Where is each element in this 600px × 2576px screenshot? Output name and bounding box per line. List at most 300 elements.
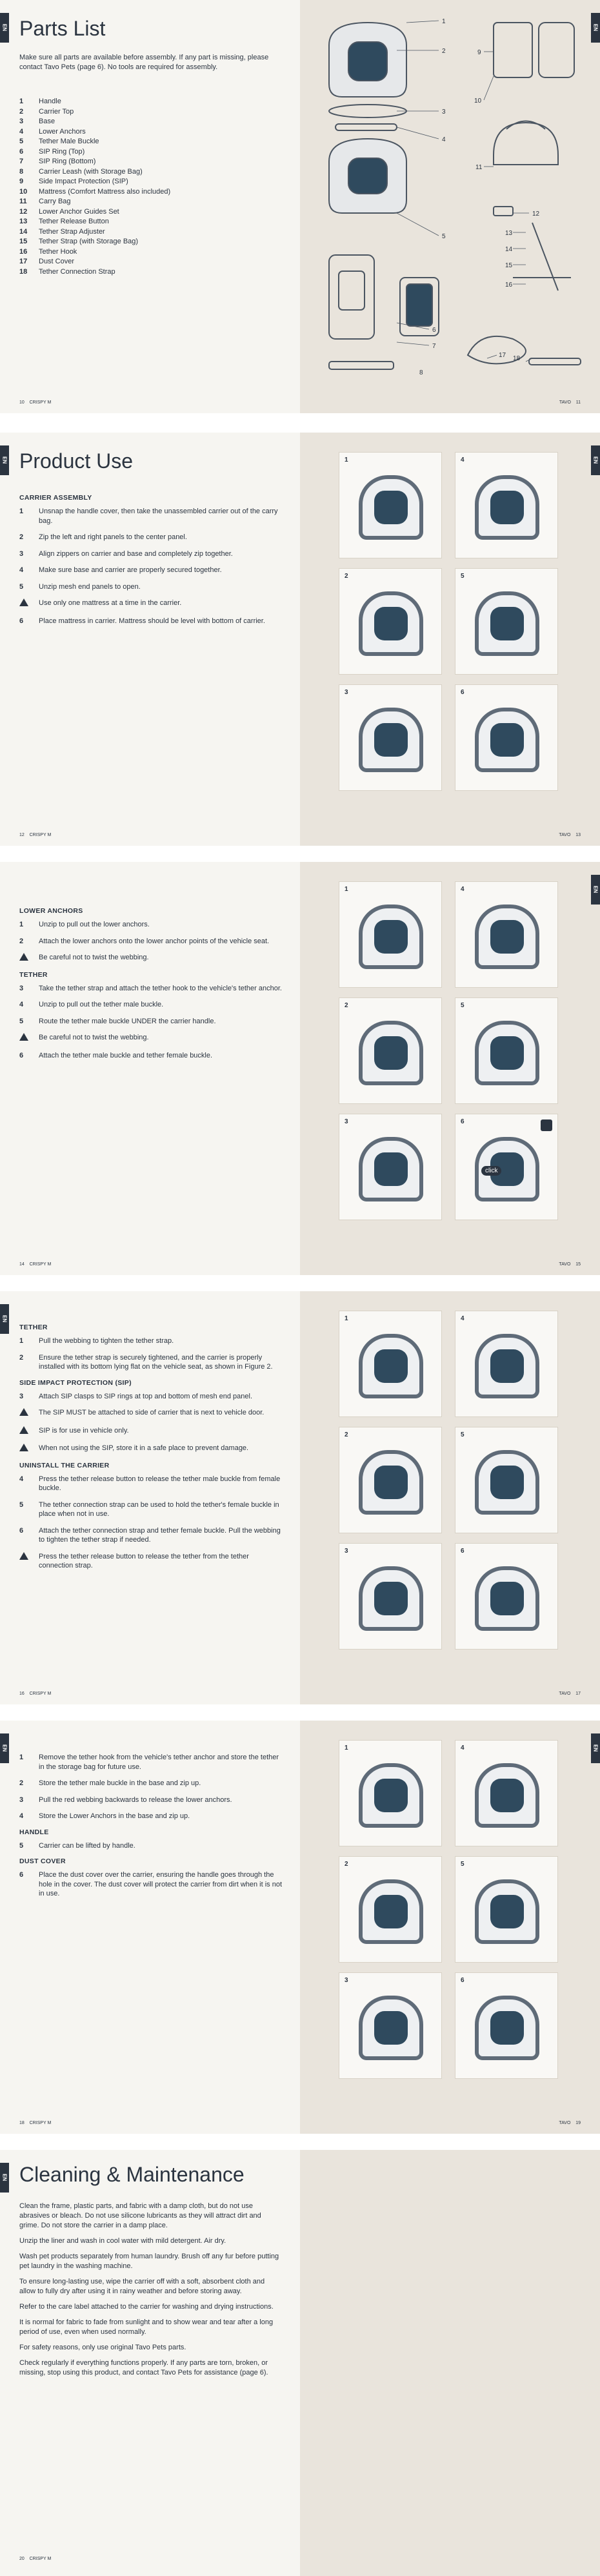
instruction-step bbox=[19, 1552, 284, 1571]
instruction-step bbox=[19, 1795, 284, 1805]
part-number: 12 bbox=[19, 207, 28, 216]
section-heading: LOWER ANCHORS bbox=[19, 907, 83, 915]
left-column bbox=[0, 862, 300, 1275]
footer-brand-right: TAVO bbox=[559, 2121, 571, 2125]
page-number: 14 bbox=[19, 1262, 25, 1267]
page-number: 10 bbox=[19, 400, 25, 405]
section-heading: UNINSTALL THE CARRIER bbox=[19, 1461, 110, 1469]
section-heading: DUST COVER bbox=[19, 1857, 66, 1865]
parts-list-item bbox=[19, 177, 284, 187]
step-number: 1 bbox=[19, 507, 24, 515]
instruction-step bbox=[19, 1526, 284, 1545]
language-tab: EN bbox=[0, 2163, 9, 2193]
step-text: Remove the tether hook from the vehicle's tether anchor and store the tether in the storage bag for future use. bbox=[39, 1753, 279, 1771]
part-label: Side Impact Protection (SIP) bbox=[39, 178, 128, 185]
part-number: 9 bbox=[19, 178, 24, 185]
step-number: 5 bbox=[19, 582, 24, 591]
page-cleaning bbox=[0, 2150, 600, 2576]
maintenance-text bbox=[19, 2202, 281, 2384]
illustration-panel bbox=[455, 452, 558, 558]
mesh-panel bbox=[374, 491, 408, 524]
carrier-illustration bbox=[475, 708, 539, 772]
step-text: The tether connection strap can be used to hold the tether's female buckle in place when not in use. bbox=[39, 1500, 279, 1518]
panel-number: 4 bbox=[461, 456, 465, 464]
illustration-panel bbox=[339, 1740, 442, 1846]
carrier-illustration bbox=[359, 1566, 423, 1631]
panel-number: 1 bbox=[345, 1744, 348, 1752]
step-text: Store the tether male buckle in the base and zip up. bbox=[39, 1779, 201, 1787]
mesh-panel bbox=[374, 1466, 408, 1499]
mesh-panel bbox=[490, 1779, 524, 1812]
footer-brand-right: TAVO bbox=[559, 1692, 571, 1696]
carrier-illustration bbox=[359, 475, 423, 540]
step-text: Attach the tether male buckle and tether female buckle. bbox=[39, 1051, 213, 1059]
step-number: 5 bbox=[19, 1841, 24, 1850]
instruction-step bbox=[19, 1336, 284, 1346]
step-text: SIP is for use in vehicle only. bbox=[39, 1426, 129, 1435]
callout-17: 17 bbox=[499, 352, 506, 359]
illustration-panel bbox=[339, 1972, 442, 2079]
carrier-illustration bbox=[475, 591, 539, 656]
callout-16: 16 bbox=[505, 281, 513, 289]
part-label: Tether Hook bbox=[39, 247, 77, 256]
language-tab: EN bbox=[0, 1304, 9, 1334]
step-text: Unzip mesh end panels to open. bbox=[39, 582, 141, 591]
footer-left bbox=[19, 1262, 51, 1267]
step-number: 3 bbox=[19, 1392, 24, 1400]
mesh-panel bbox=[490, 491, 524, 524]
language-tab: EN bbox=[0, 1733, 9, 1763]
part-number: 4 bbox=[19, 127, 24, 136]
footer-right bbox=[559, 1262, 581, 1267]
step-text: Pull the red webbing backwards to release the lower anchors. bbox=[39, 1795, 232, 1804]
panel-number: 5 bbox=[461, 1861, 465, 1868]
instruction-step bbox=[19, 1779, 284, 1788]
instruction-step bbox=[19, 598, 284, 609]
step-number: 2 bbox=[19, 1353, 24, 1362]
mesh-panel bbox=[374, 1582, 408, 1615]
step-number: 6 bbox=[19, 1051, 24, 1059]
language-tab: EN bbox=[591, 875, 600, 905]
page-number: 16 bbox=[19, 1692, 25, 1696]
callout-1: 1 bbox=[442, 18, 446, 25]
footer-brand: CRISPY M bbox=[29, 1692, 52, 1696]
panel-number: 5 bbox=[461, 1431, 465, 1438]
footer-right bbox=[559, 833, 581, 837]
illustration-panel bbox=[455, 1311, 558, 1417]
parts-list-item bbox=[19, 257, 284, 267]
instruction-step bbox=[19, 1392, 284, 1402]
part-label: Carrier Leash (with Storage Bag) bbox=[39, 167, 143, 176]
parts-list bbox=[19, 97, 284, 277]
step-number: 1 bbox=[19, 1337, 24, 1345]
part-number: 1 bbox=[19, 97, 24, 105]
instruction-step bbox=[19, 1051, 284, 1061]
mesh-panel bbox=[490, 1895, 524, 1928]
parts-list-item bbox=[19, 127, 284, 138]
step-text: Press the tether release button to release the tether from the tether connection strap. bbox=[39, 1552, 249, 1569]
part-number: 8 bbox=[19, 167, 24, 176]
maintenance-paragraph: Refer to the care label attached to the carrier for washing and drying instructions. bbox=[19, 2303, 274, 2311]
footer-brand-right: TAVO bbox=[559, 400, 571, 405]
step-text: Unzip to pull out the lower anchors. bbox=[39, 921, 150, 928]
section-heading: TETHER bbox=[19, 970, 48, 979]
callout-11: 11 bbox=[475, 164, 483, 171]
left-column bbox=[0, 0, 300, 413]
panel-number: 2 bbox=[345, 573, 348, 580]
parts-list-item bbox=[19, 167, 284, 178]
page-lower-anchors bbox=[0, 862, 600, 1275]
part-number: 16 bbox=[19, 247, 28, 256]
page-product-use bbox=[0, 433, 600, 846]
part-number: 13 bbox=[19, 218, 28, 225]
callout-4: 4 bbox=[442, 136, 446, 143]
callout-2: 2 bbox=[442, 48, 446, 55]
step-text: Use only one mattress at a time in the carrier. bbox=[39, 599, 182, 607]
illustration-panel bbox=[339, 1427, 442, 1533]
section-heading: TETHER bbox=[19, 1324, 48, 1331]
panel-number: 2 bbox=[345, 1431, 348, 1438]
illustration-panel bbox=[339, 881, 442, 988]
footer-right bbox=[559, 1692, 581, 1696]
step-text: Carrier can be lifted by handle. bbox=[39, 1841, 135, 1850]
footer-left bbox=[19, 2121, 51, 2125]
callout-15: 15 bbox=[505, 262, 513, 269]
parts-list-item bbox=[19, 97, 284, 107]
instruction-step bbox=[19, 1500, 284, 1519]
mesh-panel bbox=[490, 1466, 524, 1499]
step-list bbox=[19, 1336, 284, 1372]
page-title: Product Use bbox=[19, 449, 134, 473]
part-label: Lower Anchor Guides Set bbox=[39, 207, 119, 216]
instructions bbox=[19, 487, 284, 633]
footer-left bbox=[19, 400, 51, 405]
maintenance-paragraph: Wash pet products separately from human laundry. Brush off any fur before putting pet laundry in the washing machine. bbox=[19, 2253, 279, 2270]
carrier-illustration bbox=[359, 1021, 423, 1085]
step-number: 2 bbox=[19, 937, 24, 945]
panel-number: 3 bbox=[345, 1977, 348, 1984]
carrier-illustration bbox=[359, 1334, 423, 1398]
part-number: 2 bbox=[19, 107, 24, 116]
parts-list-item bbox=[19, 137, 284, 147]
carrier-illustration bbox=[475, 905, 539, 969]
click-label: click bbox=[481, 1166, 501, 1176]
part-number: 18 bbox=[19, 267, 28, 276]
panel-number: 6 bbox=[461, 1977, 465, 1984]
step-number: 2 bbox=[19, 533, 24, 541]
left-column bbox=[0, 1721, 300, 2134]
callout-12: 12 bbox=[532, 210, 540, 218]
step-text: Ensure the tether strap is securely tightened, and the carrier is properly installed with its bottom lying flat on the vehicle seat, as shown in Figure 2. bbox=[39, 1353, 273, 1371]
carrier-illustration bbox=[475, 1763, 539, 1828]
page-number: 15 bbox=[575, 1262, 581, 1267]
mesh-panel bbox=[374, 2011, 408, 2045]
warning-icon bbox=[19, 1408, 39, 1419]
step-number: 6 bbox=[19, 1871, 24, 1879]
mesh-panel bbox=[490, 1582, 524, 1615]
parts-list-item bbox=[19, 267, 284, 278]
parts-list-item bbox=[19, 157, 284, 167]
carrier-illustration bbox=[359, 1996, 423, 2060]
part-number: 15 bbox=[19, 238, 28, 245]
parts-list-item bbox=[19, 147, 284, 158]
carrier-illustration bbox=[359, 1879, 423, 1944]
part-label: Tether Male Buckle bbox=[39, 138, 99, 145]
footer-left bbox=[19, 1692, 51, 1696]
page-tether-sip bbox=[0, 1291, 600, 1704]
instructions bbox=[19, 1753, 284, 1906]
panel-number: 6 bbox=[461, 1548, 465, 1555]
step-list bbox=[19, 1392, 284, 1455]
instruction-step bbox=[19, 533, 284, 542]
mesh-panel bbox=[490, 2011, 524, 2045]
part-label: Tether Strap Adjuster bbox=[39, 227, 105, 236]
parts-list-item bbox=[19, 237, 284, 247]
step-list bbox=[19, 1753, 284, 1821]
left-column bbox=[0, 2150, 300, 2576]
callout-6: 6 bbox=[432, 327, 436, 334]
maintenance-paragraph: To ensure long-lasting use, wipe the carrier off with a soft, absorbent cloth and allow to fully dry after using it in rainy weather and before storing away. bbox=[19, 2278, 265, 2295]
carrier-illustration bbox=[475, 475, 539, 540]
step-list bbox=[19, 984, 284, 1061]
instruction-step bbox=[19, 937, 284, 946]
page-number: 20 bbox=[19, 2557, 25, 2561]
carrier-illustration bbox=[475, 1566, 539, 1631]
language-tab: EN bbox=[591, 13, 600, 43]
part-number: 11 bbox=[19, 198, 27, 205]
illustration-panel bbox=[339, 1114, 442, 1220]
instruction-step bbox=[19, 1017, 284, 1027]
page-number: 18 bbox=[19, 2121, 25, 2125]
page-number: 13 bbox=[575, 833, 581, 837]
part-label: Mattress (Comfort Mattress also included) bbox=[39, 187, 171, 196]
callout-9: 9 bbox=[477, 49, 481, 56]
parts-list-item bbox=[19, 217, 284, 227]
step-list bbox=[19, 1870, 284, 1899]
panel-number: 5 bbox=[461, 573, 465, 580]
illustration-panel bbox=[455, 1543, 558, 1650]
instruction-step bbox=[19, 1753, 284, 1772]
footer-brand-right: TAVO bbox=[559, 1262, 571, 1267]
step-number: 1 bbox=[19, 921, 24, 928]
section-heading: CARRIER ASSEMBLY bbox=[19, 494, 92, 502]
part-label: Carrier Top bbox=[39, 107, 74, 116]
step-number: 1 bbox=[19, 1753, 24, 1761]
step-number: 6 bbox=[19, 1526, 24, 1535]
panel-number: 6 bbox=[461, 689, 465, 696]
illustration-panel bbox=[455, 684, 558, 791]
illustration-panel bbox=[455, 1427, 558, 1533]
step-text: Pull the webbing to tighten the tether strap. bbox=[39, 1337, 174, 1345]
instruction-step bbox=[19, 1812, 284, 1821]
parts-list-item bbox=[19, 247, 284, 258]
step-number: 5 bbox=[19, 1500, 24, 1509]
instruction-step bbox=[19, 1000, 284, 1010]
right-column bbox=[300, 0, 600, 413]
step-text: Unsnap the handle cover, then take the unassembled carrier out of the carry bag. bbox=[39, 507, 278, 525]
right-column bbox=[300, 862, 600, 1275]
step-number: 3 bbox=[19, 549, 24, 558]
parts-list-item bbox=[19, 197, 284, 207]
footer-brand-right: TAVO bbox=[559, 833, 571, 837]
panel-number: 1 bbox=[345, 1315, 348, 1322]
left-column bbox=[0, 1291, 300, 1704]
footer-brand: CRISPY M bbox=[29, 2121, 52, 2125]
step-text: Attach the lower anchors onto the lower anchor points of the vehicle seat. bbox=[39, 937, 270, 945]
step-text: Place the dust cover over the carrier, ensuring the handle goes through the hole in the cover. The dust cover will protect the carrier from dirt when it is not in use. bbox=[39, 1871, 283, 1897]
step-number: 4 bbox=[19, 1812, 24, 1820]
carrier-illustration bbox=[359, 591, 423, 656]
language-tab: EN bbox=[591, 445, 600, 475]
illustration-panel bbox=[339, 1311, 442, 1417]
language-tab: EN bbox=[0, 445, 9, 475]
illustration-panel bbox=[455, 997, 558, 1104]
mesh-panel bbox=[490, 1036, 524, 1070]
part-label: Dust Cover bbox=[39, 258, 75, 265]
part-label: SIP Ring (Top) bbox=[39, 147, 85, 156]
warning-icon bbox=[19, 1552, 39, 1571]
mesh-panel bbox=[374, 1895, 408, 1928]
lock-icon bbox=[541, 1119, 552, 1131]
parts-list-item bbox=[19, 117, 284, 127]
part-label: SIP Ring (Bottom) bbox=[39, 158, 96, 165]
step-number: 4 bbox=[19, 1001, 24, 1008]
part-number: 5 bbox=[19, 138, 24, 145]
step-number: 4 bbox=[19, 1475, 24, 1483]
illustration-panel bbox=[339, 684, 442, 791]
footer-brand: CRISPY M bbox=[29, 2557, 52, 2561]
step-number: 5 bbox=[19, 1017, 24, 1025]
maintenance-paragraph: It is normal for fabric to fade from sunlight and to show wear and tear after a long period of use, even when used normally. bbox=[19, 2318, 274, 2336]
callout-18: 18 bbox=[513, 355, 521, 362]
footer-right bbox=[559, 2121, 581, 2125]
panel-number: 4 bbox=[461, 1315, 465, 1322]
carrier-illustration bbox=[475, 1450, 539, 1515]
step-text: Be careful not to twist the webbing. bbox=[39, 954, 149, 961]
page-number: 19 bbox=[575, 2121, 581, 2125]
panel-number: 6 bbox=[461, 1118, 465, 1125]
maintenance-paragraph: Clean the frame, plastic parts, and fabric with a damp cloth, but do not use abrasives or bleach. Do not use silicone lubricants as they will attract dirt and grime. Do not store the carrier in a damp place. bbox=[19, 2202, 261, 2229]
section-heading: HANDLE bbox=[19, 1828, 49, 1836]
warning-icon bbox=[19, 1033, 39, 1044]
instruction-step bbox=[19, 1426, 284, 1437]
panel-number: 4 bbox=[461, 886, 465, 893]
parts-diagram bbox=[300, 0, 600, 387]
warning-icon bbox=[19, 1426, 39, 1437]
instructions bbox=[19, 1317, 284, 1578]
step-list bbox=[19, 920, 284, 964]
step-text: Attach SIP clasps to SIP rings at top and bottom of mesh end panel. bbox=[39, 1392, 253, 1400]
step-list bbox=[19, 1475, 284, 1571]
instruction-step bbox=[19, 582, 284, 592]
part-number: 14 bbox=[19, 227, 28, 236]
page-number: 17 bbox=[575, 1692, 581, 1696]
instruction-step bbox=[19, 549, 284, 559]
part-number: 7 bbox=[19, 158, 24, 165]
panel-number: 2 bbox=[345, 1002, 348, 1009]
carrier-illustration bbox=[475, 1996, 539, 2060]
page-title: Cleaning & Maintenance bbox=[19, 2163, 245, 2186]
right-column bbox=[300, 433, 600, 846]
page-number: 11 bbox=[575, 400, 581, 405]
mesh-panel bbox=[374, 1349, 408, 1383]
illustration-panel bbox=[339, 568, 442, 675]
left-column bbox=[0, 433, 300, 846]
carrier-illustration bbox=[475, 1334, 539, 1398]
step-number: 6 bbox=[19, 617, 24, 625]
page-parts-list bbox=[0, 0, 600, 413]
instruction-step bbox=[19, 1033, 284, 1044]
illustration-panel bbox=[339, 452, 442, 558]
instruction-step bbox=[19, 1841, 284, 1851]
step-text: Align zippers on carrier and base and completely zip together. bbox=[39, 549, 233, 558]
page-title: Parts List bbox=[19, 17, 106, 40]
step-number: 2 bbox=[19, 1779, 24, 1787]
illustration-panel bbox=[455, 1114, 558, 1220]
instruction-step bbox=[19, 920, 284, 930]
instruction-step bbox=[19, 1870, 284, 1899]
page-number: 12 bbox=[19, 833, 25, 837]
footer-brand: CRISPY M bbox=[29, 833, 52, 837]
callout-7: 7 bbox=[432, 343, 436, 350]
carrier-illustration bbox=[359, 708, 423, 772]
carrier-illustration bbox=[475, 1879, 539, 1944]
illustration-panel bbox=[339, 997, 442, 1104]
mesh-panel bbox=[374, 607, 408, 640]
step-number: 4 bbox=[19, 566, 24, 574]
warning-icon bbox=[19, 953, 39, 964]
mesh-panel bbox=[374, 1779, 408, 1812]
maintenance-paragraph: Check regularly if everything functions properly. If any parts are torn, broken, or missing, stop using this product, and contact Tavo Pets for assistance (page 6). bbox=[19, 2359, 268, 2377]
part-label: Carry Bag bbox=[39, 198, 71, 205]
section-heading: SIDE IMPACT PROTECTION (SIP) bbox=[19, 1378, 132, 1387]
instruction-step bbox=[19, 1444, 284, 1455]
part-label: Handle bbox=[39, 97, 61, 105]
part-label: Base bbox=[39, 118, 55, 125]
step-text: Attach the tether connection strap and tether female buckle. Pull the webbing to tighten the tether strap if needed. bbox=[39, 1526, 281, 1544]
instruction-step bbox=[19, 953, 284, 964]
part-number: 10 bbox=[19, 187, 28, 196]
carrier-illustration bbox=[359, 1763, 423, 1828]
mesh-panel bbox=[374, 723, 408, 757]
step-text: The SIP MUST be attached to side of carrier that is next to vehicle door. bbox=[39, 1409, 265, 1416]
panel-number: 5 bbox=[461, 1002, 465, 1009]
illustration-panel bbox=[455, 1972, 558, 2079]
panel-number: 4 bbox=[461, 1744, 465, 1752]
mesh-panel bbox=[490, 607, 524, 640]
right-column bbox=[300, 2150, 600, 2576]
illustration-panel bbox=[455, 1856, 558, 1963]
part-label: Tether Connection Strap bbox=[39, 267, 115, 276]
parts-list-item bbox=[19, 227, 284, 238]
footer-left bbox=[19, 2557, 51, 2561]
step-text: Route the tether male buckle UNDER the carrier handle. bbox=[39, 1017, 216, 1025]
step-number: 3 bbox=[19, 1795, 24, 1804]
carrier-illustration bbox=[475, 1021, 539, 1085]
callout-14: 14 bbox=[505, 246, 513, 253]
carrier-illustration bbox=[359, 1450, 423, 1515]
callout-3: 3 bbox=[442, 108, 446, 116]
illustration-panel bbox=[339, 1856, 442, 1963]
step-text: Unzip to pull out the tether male buckle. bbox=[39, 1001, 164, 1008]
part-number: 3 bbox=[19, 118, 24, 125]
part-number: 17 bbox=[19, 258, 28, 265]
part-label: Tether Strap (with Storage Bag) bbox=[39, 238, 139, 245]
illustration-panel bbox=[455, 568, 558, 675]
part-label: Tether Release Button bbox=[39, 218, 109, 225]
instruction-step bbox=[19, 1475, 284, 1493]
step-text: Store the Lower Anchors in the base and zip up. bbox=[39, 1812, 190, 1820]
